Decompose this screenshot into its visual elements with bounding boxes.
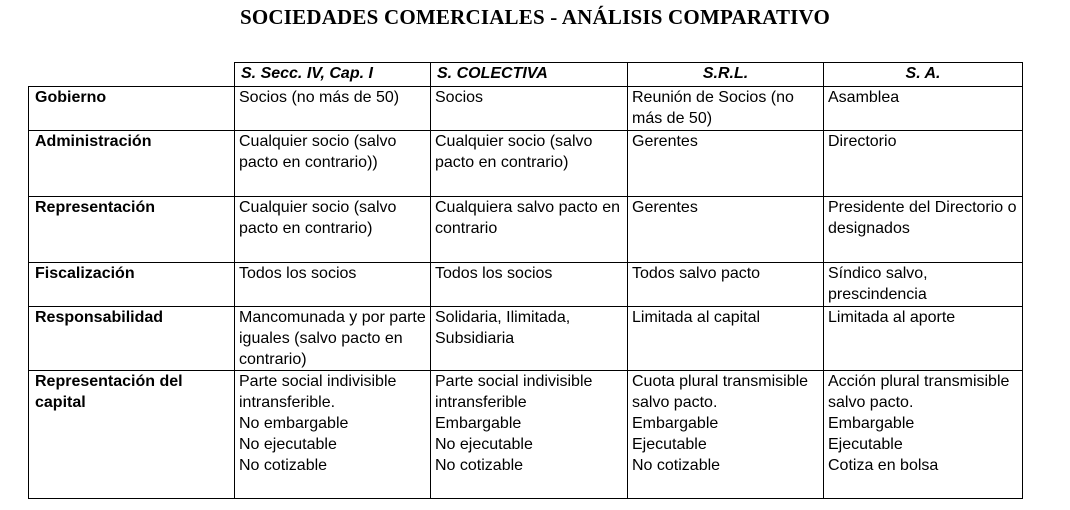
table-cell: Gerentes [628, 131, 824, 197]
cell-line: Embargable [435, 415, 522, 432]
cell-line: No embargable [239, 415, 349, 432]
cell-line: Embargable [828, 415, 915, 432]
table-row [29, 131, 1023, 197]
cell-line: Parte social indivisible intransferible [435, 373, 593, 411]
table-cell: Cualquier socio (salvo pacto en contrario) [235, 197, 431, 263]
table-cell: Gerentes [628, 197, 824, 263]
table-cell: Cualquiera salvo pacto en contrario [431, 197, 628, 263]
table-cell: Todos los socios [431, 263, 628, 307]
cell-line: No cotizable [435, 457, 524, 474]
column-header-colectiva: S. COLECTIVA [431, 63, 628, 87]
table-cell: Cualquier socio (salvo pacto en contrario) [431, 131, 628, 197]
table-cell: Directorio [824, 131, 1023, 197]
table-cell: Limitada al aporte [824, 307, 1023, 371]
cell-line: No ejecutable [435, 436, 533, 453]
table-row [29, 197, 1023, 263]
table-cell [628, 371, 824, 499]
cell-line: Embargable [632, 415, 719, 432]
table-cell: Asamblea [824, 87, 1023, 131]
cell-line: Ejecutable [632, 436, 707, 453]
table-cell: Socios (no más de 50) [235, 87, 431, 131]
table-row [29, 87, 1023, 131]
row-label-representacion: Representación [29, 197, 235, 263]
table-cell: Solidaria, Ilimitada, Subsidiaria [431, 307, 628, 371]
table-cell: Socios [431, 87, 628, 131]
table-cell: Cualquier socio (salvo pacto en contrario)) [235, 131, 431, 197]
table-cell [824, 371, 1023, 499]
cell-line: No ejecutable [239, 436, 337, 453]
table-cell: Reunión de Socios (no más de 50) [628, 87, 824, 131]
row-label-responsabilidad: Responsabilidad [29, 307, 235, 371]
row-label-representacion-capital: Representación del capital [29, 371, 235, 499]
table-cell [431, 371, 628, 499]
column-header-sa: S. A. [824, 63, 1023, 87]
header-row [29, 63, 1023, 87]
table-cell: Todos los socios [235, 263, 431, 307]
table-row [29, 307, 1023, 371]
row-label-gobierno: Gobierno [29, 87, 235, 131]
table-cell: Presidente del Directorio o designados [824, 197, 1023, 263]
cell-line: Cotiza en bolsa [828, 457, 939, 474]
table-cell [235, 371, 431, 499]
cell-line: No cotizable [632, 457, 721, 474]
table-cell: Todos salvo pacto [628, 263, 824, 307]
table-cell: Síndico salvo, prescindencia [824, 263, 1023, 307]
row-label-administracion: Administración [29, 131, 235, 197]
column-header-secc-iv: S. Secc. IV, Cap. I [235, 63, 431, 87]
cell-line: Parte social indivisible intransferible. [239, 373, 397, 411]
cell-line: Cuota plural transmisible salvo pacto. [632, 373, 809, 411]
table-cell: Mancomunada y por parte iguales (salvo pacto en contrario) [235, 307, 431, 371]
table-row [29, 371, 1023, 499]
header-corner-cell [29, 63, 235, 87]
table-row [29, 263, 1023, 307]
cell-line: Acción plural transmisible salvo pacto. [828, 373, 1010, 411]
row-label-fiscalizacion: Fiscalización [29, 263, 235, 307]
document-title: SOCIEDADES COMERCIALES - ANÁLISIS COMPARATIVO [239, 5, 831, 29]
cell-line: Ejecutable [828, 436, 903, 453]
table-cell: Limitada al capital [628, 307, 824, 371]
comparison-table [28, 62, 1023, 499]
cell-line: No cotizable [239, 457, 328, 474]
column-header-srl: S.R.L. [628, 63, 824, 87]
